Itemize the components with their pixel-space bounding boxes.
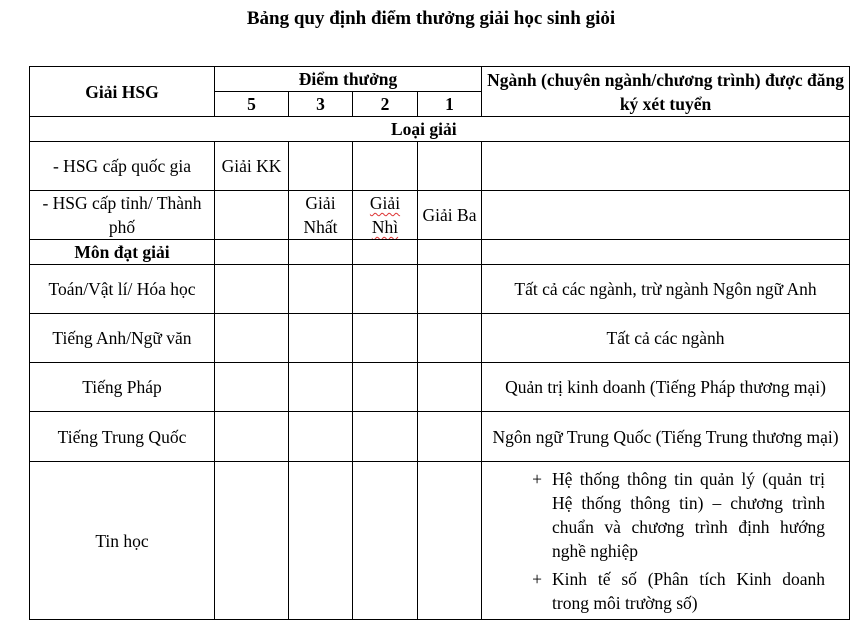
empty-cell [418,363,482,412]
empty-cell [353,412,418,462]
row-label: - HSG cấp tỉnh/ Thành phố [30,191,215,240]
table-row [30,265,850,314]
header-points-5: 5 [215,92,289,117]
cell-majors: Tất cả các ngành [482,314,850,363]
table-row [30,314,850,363]
list-item [522,567,825,615]
empty-cell [418,462,482,620]
list-item-text: Kinh tế số (Phân tích Kinh doanh trong môi trường số) [552,568,826,613]
page-title: Bảng quy định điểm thưởng giải học sinh giỏi [246,8,616,29]
cell-majors-list [482,462,850,620]
cell-points-2: Giải Nhì [353,191,418,240]
plus-bullet-icon: + [532,568,542,589]
empty-cell [215,314,289,363]
empty-cell [482,240,850,265]
cell-points-3: Giải Nhất [289,191,353,240]
header-points-2: 2 [353,92,418,117]
empty-cell [215,462,289,620]
majors-list [522,467,825,615]
empty-cell [353,363,418,412]
empty-cell [215,240,289,265]
empty-cell [418,412,482,462]
table-row [30,363,850,412]
row-label: - HSG cấp quốc gia [30,142,215,191]
table-row [30,142,850,191]
section-award-type: Loại giải [30,117,850,142]
empty-cell [353,240,418,265]
table-row [30,191,850,240]
section-row-subject [30,240,850,265]
table-row [30,462,850,620]
row-label: Tiếng Trung Quốc [30,412,215,462]
table-row [30,412,850,462]
header-points-group: Điểm thưởng [215,67,482,92]
empty-cell [289,363,353,412]
list-item-text: Hệ thống thông tin quản lý (quản trị Hệ thống thông tin) – chương trình chuẩn và chương trình định hướng nghề nghiệp [552,468,826,561]
row-label: Toán/Vật lí/ Hóa học [30,265,215,314]
cell-majors: Ngôn ngữ Trung Quốc (Tiếng Trung thương mại) [482,412,850,462]
empty-cell [215,363,289,412]
section-row-award-type [30,117,850,142]
empty-cell [215,265,289,314]
cell-points-3 [289,142,353,191]
header-points-3: 3 [289,92,353,117]
empty-cell [353,462,418,620]
empty-cell [289,462,353,620]
cell-majors: Quản trị kinh doanh (Tiếng Pháp thương mại) [482,363,850,412]
empty-cell [289,314,353,363]
row-label: Tin học [30,462,215,620]
section-subject: Môn đạt giải [30,240,215,265]
header-row-1 [30,67,850,92]
empty-cell [353,314,418,363]
empty-cell [215,412,289,462]
plus-bullet-icon: + [532,468,542,489]
empty-cell [353,265,418,314]
empty-cell [418,240,482,265]
list-item [522,467,825,563]
empty-cell [289,240,353,265]
cell-points-5: Giải KK [215,142,289,191]
cell-points-1: Giải Ba [418,191,482,240]
row-label: Tiếng Anh/Ngữ văn [30,314,215,363]
cell-points-1 [418,142,482,191]
cell-points-2 [353,142,418,191]
row-label: Tiếng Pháp [30,363,215,412]
cell-majors [482,142,850,191]
bonus-points-table [29,66,850,620]
header-award: Giải HSG [30,67,215,117]
header-points-1: 1 [418,92,482,117]
cell-points-5 [215,191,289,240]
empty-cell [289,265,353,314]
empty-cell [418,265,482,314]
empty-cell [289,412,353,462]
header-majors: Ngành (chuyên ngành/chương trình) được đăng ký xét tuyển [482,67,850,117]
cell-majors: Tất cả các ngành, trừ ngành Ngôn ngữ Anh [482,265,850,314]
empty-cell [418,314,482,363]
cell-majors [482,191,850,240]
